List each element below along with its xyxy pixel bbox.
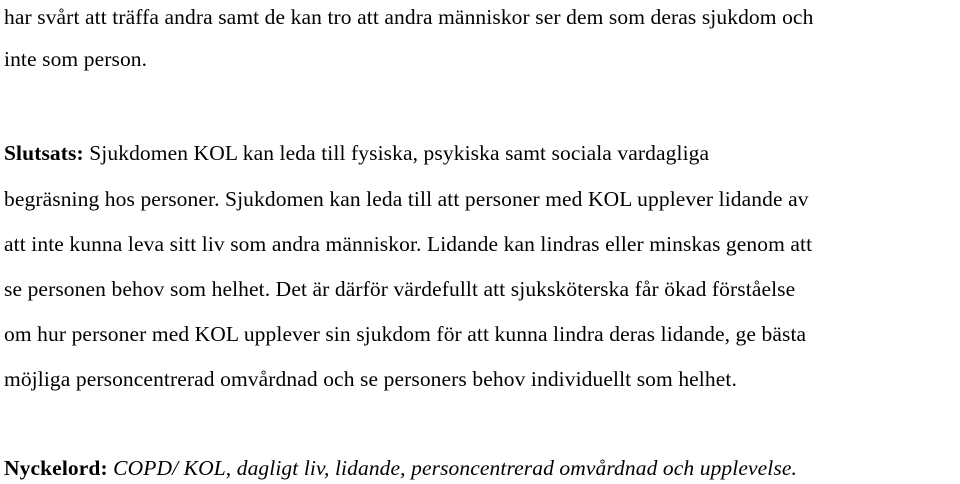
- conclusion-line-5: om hur personer med KOL upplever sin sjukdom för att kunna lindra deras lidande, ge bästa: [4, 322, 807, 346]
- intro-text-line-1: har svårt att träffa andra samt de kan tro att andra människor ser dem som deras sjukdom och: [4, 5, 814, 29]
- keywords-line: [4, 455, 797, 481]
- intro-text-line-2: inte som person.: [4, 47, 148, 71]
- conclusion-label: Slutsats:: [4, 141, 84, 165]
- keywords-label: Nyckelord:: [4, 456, 108, 480]
- conclusion-text: Sjukdomen KOL kan leda till fysiska, psykiska samt sociala vardagliga: [83, 141, 710, 165]
- conclusion-line-6: möjliga personcentrerad omvårdnad och se personers behov individuellt som helhet.: [4, 367, 737, 391]
- keywords-values: COPD/ KOL, dagligt liv, lidande, personcentrerad omvårdnad och upplevelse.: [107, 456, 797, 480]
- conclusion-line-4: se personen behov som helhet. Det är därför värdefullt att sjuksköterska får ökad förståelse: [4, 277, 796, 301]
- conclusion-line-2: begräsning hos personer. Sjukdomen kan leda till att personer med KOL upplever lidande av: [4, 187, 809, 211]
- conclusion-line-1: [4, 140, 709, 166]
- conclusion-line-3: att inte kunna leva sitt liv som andra människor. Lidande kan lindras eller minskas genom att: [4, 232, 813, 256]
